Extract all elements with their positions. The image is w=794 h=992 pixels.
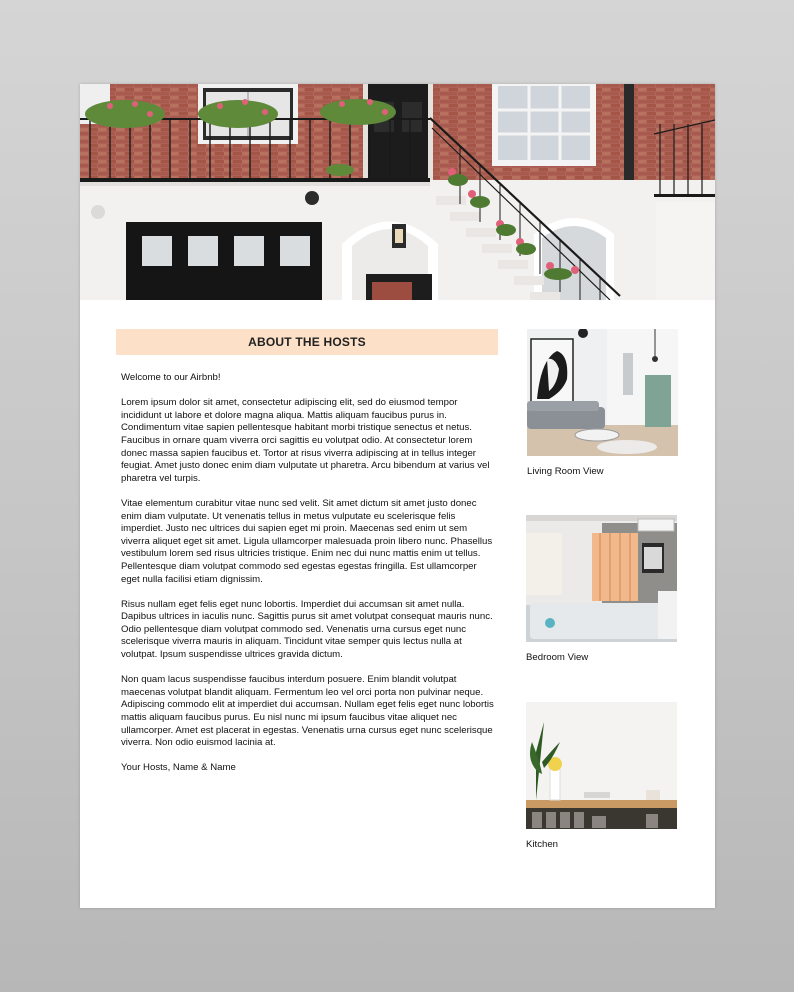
photo-caption: Kitchen [526, 839, 558, 850]
photo-card-kitchen [526, 702, 677, 850]
greeting: Welcome to our Airbnb! [121, 372, 221, 383]
bedroom-photo [526, 515, 677, 642]
section-header-band [116, 329, 498, 355]
living-room-photo [527, 329, 678, 456]
hero-photo-townhouse [80, 84, 715, 300]
flyer-page [80, 84, 715, 908]
photo-card-living-room [527, 329, 678, 477]
section-title: ABOUT THE HOSTS [248, 335, 366, 349]
paragraph: Risus nullam eget felis eget nunc lobortis. Imperdiet dui accumsan sit amet nulla. Dapibus ultrices in iaculis nunc. Sagittis purus sit amet volutpat consequat mauris nunc. Odio pellentesque diam volutpat commodo sed. Venenatis urna cursus eget nunc scelerisque viverra mauris in aliquam. Tincidunt vitae semper quis lectus nulla at volutpat. Ipsum suspendisse ultrices gravida dictum. [121, 598, 493, 661]
photo-caption: Living Room View [527, 466, 604, 477]
photo-caption: Bedroom View [526, 652, 589, 663]
photo-card-bedroom [526, 515, 677, 663]
body-text [116, 372, 498, 775]
kitchen-photo [526, 702, 677, 829]
about-hosts-section [116, 329, 498, 788]
townhouse-illustration [80, 84, 715, 300]
signoff: Your Hosts, Name & Name [121, 762, 236, 774]
paragraph: Non quam lacus suspendisse faucibus interdum posuere. Enim blandit volutpat maecenas volutpat blandit aliquam. Fermentum leo vel orci porta non pulvinar neque. Adipiscing commodo elit at imperdiet dui accumsan. Nullam eget felis eget nunc lobortis mattis aliquam faucibus purus. Eu nisl nunc mi ipsum faucibus vitae aliquet nec ullamcorper. Amet est placerat in egestas. Venenatis urna cursus eget nunc scelerisque viverra. Non odio euismod lacinia at. [121, 674, 494, 749]
paragraph: Lorem ipsum dolor sit amet, consectetur adipiscing elit, sed do eiusmod tempor incididunt ut labore et dolore magna aliqua. Mattis aliquam faucibus purus in. Condimentum vitae sapien pellentesque habitant morbi tristique senectus et netus. Faucibus in ornare quam viverra orci sagittis eu volutpat odio. At consectetur lorem donec massa sapien faucibus et. Tortor at risus viverra adipiscing at in tellus integer feugiat. Amet justo donec enim diam vulputate ut pharetra. Arcu bibendum at varius vel pharetra vel turpis. [121, 397, 490, 484]
paragraph: Vitae elementum curabitur vitae nunc sed velit. Sit amet dictum sit amet justo donec enim diam vulputate. Ut venenatis tellus in metus vulputate eu scelerisque felis imperdiet. Justo nec ultrices dui sapien eget mi proin. Maecenas sed enim ut sem viverra aliquet eget sit amet. Ligula ullamcorper malesuada proin libero nunc. Phasellus vestibulum lorem sed risus ultricies tristique. Enim nec dui nunc mattis enim ut tellus. Pellentesque diam volutpat commodo sed egestas egestas fringilla. Est ullamcorper eget nulla facilisi etiam dignissim. [121, 497, 493, 585]
